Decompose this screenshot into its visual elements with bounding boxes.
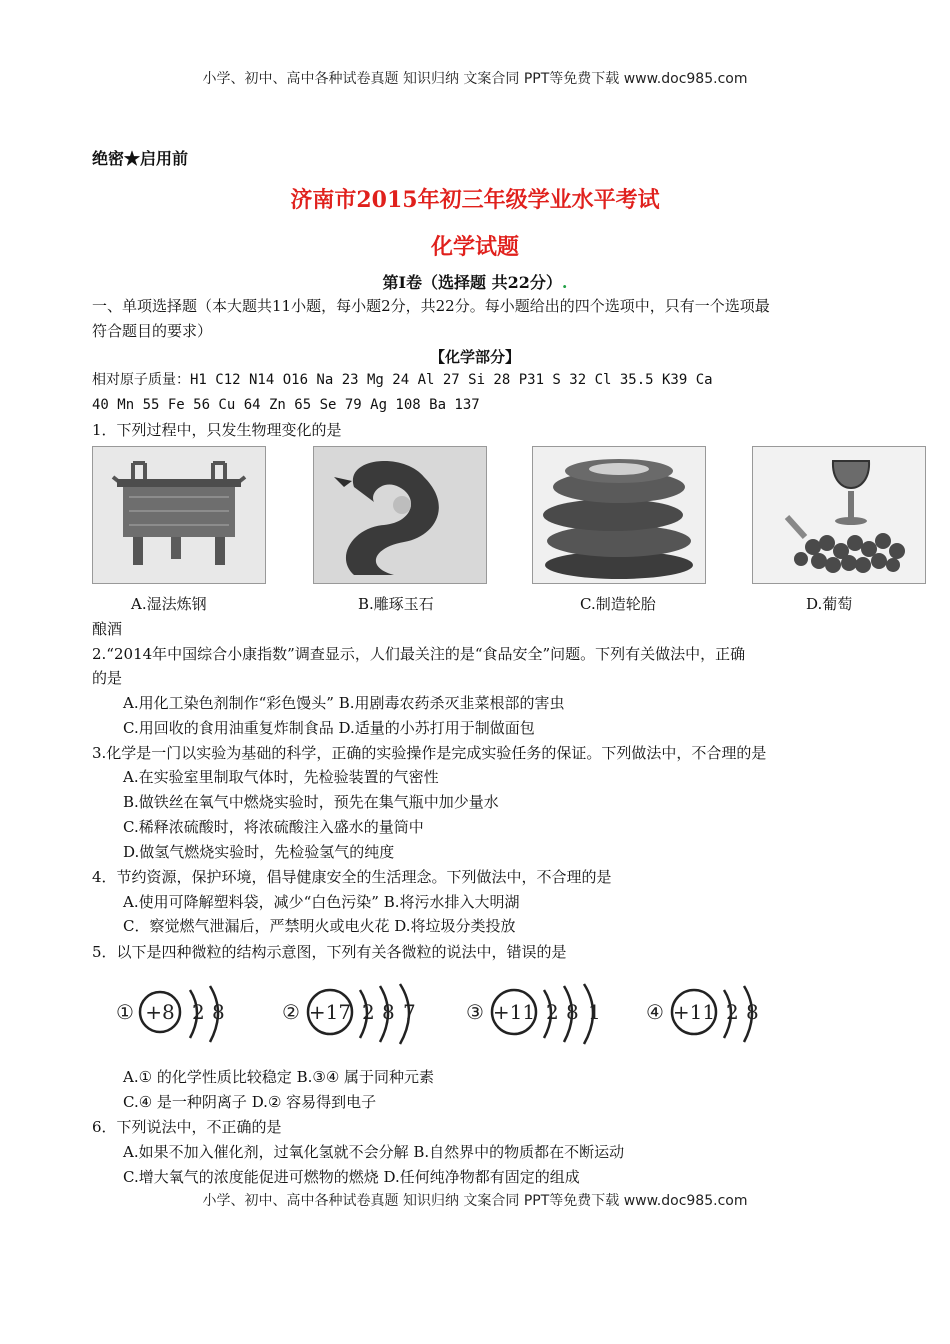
secret-mark: 绝密★启用前 — [92, 149, 189, 168]
q4-options-ab: A.使用可降解塑料袋，减少“白色污染” B.将污水排入大明湖 — [123, 893, 520, 911]
q1-option-d: D.葡萄 — [806, 595, 853, 613]
section-instruction-line2: 符合题目的要求） — [92, 322, 213, 340]
grapes-wine-icon — [752, 446, 926, 584]
q1-stem: 1．下列过程中，只发生物理变化的是 — [92, 421, 342, 439]
q5-stem: 5．以下是四种微粒的结构示意图，下列有关各微粒的说法中，错误的是 — [92, 943, 567, 961]
atom-3-shell-3: 1 — [588, 1000, 601, 1024]
section-instruction-line1: 一、单项选择题（本大题共11小题，每小题2分，共22分。每小题给出的四个选项中，只有一个选项最 — [92, 297, 770, 315]
atom-3-shell-2: 8 — [566, 1000, 579, 1024]
exam-subtitle: 化学试题 — [430, 234, 519, 260]
q6-stem: 6．下列说法中，不正确的是 — [92, 1118, 282, 1136]
atom-4-nucleus: +11 — [672, 1000, 716, 1024]
q3-option-a: A.在实验室里制取气体时，先检验装置的气密性 — [123, 768, 439, 786]
volume-heading — [0, 270, 950, 293]
q3-option-b: B.做铁丝在氧气中燃烧实验时，预先在集气瓶中加少量水 — [123, 793, 499, 811]
q6-options-cd: C.增大氧气的浓度能促进可燃物的燃烧 D.任何纯净物都有固定的组成 — [123, 1168, 580, 1186]
q2-stem-line1: 2.“2014年中国综合小康指数”调查显示，人们最关注的是“食品安全”问题。下列有关做法中，正确 — [92, 645, 746, 663]
atom-diagram-4 — [642, 990, 792, 1054]
q6-options-ab: A.如果不加入催化剂，过氧化氢就不会分解 B.自然界中的物质都在不断运动 — [123, 1143, 625, 1161]
atom-3-label: ③ — [466, 1000, 484, 1024]
tire-stack-icon — [532, 446, 706, 584]
q1-option-a: A.湿法炼钢 — [131, 595, 207, 613]
atom-4-label: ④ — [646, 1000, 664, 1024]
q1-option-d-cont: 酿酒 — [92, 620, 123, 638]
q3-option-c: C.稀释浓硫酸时，将浓硫酸注入盛水的量筒中 — [123, 818, 424, 836]
atomic-mass-line2: 40 Mn 55 Fe 56 Cu 64 Zn 65 Se 79 Ag 108 Ba 137 — [92, 397, 480, 413]
q1-option-b: B.雕琢玉石 — [358, 595, 434, 613]
carved-jade-icon — [313, 446, 487, 584]
q4-stem: 4．节约资源，保护环境，倡导健康安全的生活理念。下列做法中，不合理的是 — [92, 868, 612, 886]
atom-2-shell-3: 7 — [403, 1000, 416, 1024]
atom-1-nucleus: +8 — [145, 1000, 175, 1024]
part-title: 【化学部分】 — [429, 348, 520, 366]
q2-options-cd: C.用回收的食用油重复炸制食品 D.适量的小苏打用于制做面包 — [123, 719, 535, 737]
q1-option-c: C.制造轮胎 — [580, 595, 656, 613]
atomic-mass-line1: 相对原子质量：H1 C12 N14 O16 Na 23 Mg 24 Al 27 Si 28 P31 S 32 Cl 35.5 K39 Ca — [92, 372, 713, 388]
atom-diagram-2 — [278, 990, 438, 1054]
q3-stem: 3.化学是一门以实验为基础的科学，正确的实验操作是完成实验任务的保证。下列做法中，不合理的是 — [92, 744, 767, 762]
volume-heading-text: 第Ⅰ卷（选择题 共22分） — [382, 273, 562, 292]
atom-1-label: ① — [116, 1000, 134, 1024]
q3-option-d: D.做氢气燃烧实验时，先检验氢气的纯度 — [123, 843, 395, 861]
page-header: 小学、初中、高中各种试卷真题 知识归纳 文案合同 PPT等免费下载 www.doc985.com — [202, 71, 748, 87]
atom-3-shell-1: 2 — [546, 1000, 559, 1024]
bronze-ding-icon — [92, 446, 266, 584]
atom-1-shell-2: 8 — [212, 1000, 225, 1024]
exam-title: 济南市2015年初三年级学业水平考试 — [290, 187, 660, 213]
atom-2-shell-1: 2 — [362, 1000, 375, 1024]
q5-options-ab: A.① 的化学性质比较稳定 B.③④ 属于同种元素 — [123, 1068, 435, 1086]
atom-diagram-3 — [462, 990, 622, 1054]
atom-3-nucleus: +11 — [492, 1000, 536, 1024]
atom-diagram-1 — [112, 990, 262, 1054]
atom-2-nucleus: +17 — [308, 1000, 352, 1024]
atom-1-shell-1: 2 — [192, 1000, 205, 1024]
atom-2-shell-2: 8 — [382, 1000, 395, 1024]
atom-2-label: ② — [282, 1000, 300, 1024]
q5-options-cd: C.④ 是一种阴离子 D.② 容易得到电子 — [123, 1093, 377, 1111]
q4-options-cd: C．察觉燃气泄漏后，严禁明火或电火花 D.将垃圾分类投放 — [123, 917, 516, 935]
q2-stem-line2: 的是 — [92, 669, 123, 687]
atom-4-shell-2: 8 — [746, 1000, 759, 1024]
q2-options-ab: A.用化工染色剂制作“彩色馒头” B.用剧毒农药杀灭韭菜根部的害虫 — [123, 694, 565, 712]
atom-4-shell-1: 2 — [726, 1000, 739, 1024]
volume-dot: . — [561, 273, 568, 292]
page-footer: 小学、初中、高中各种试卷真题 知识归纳 文案合同 PPT等免费下载 www.doc985.com — [202, 1193, 748, 1209]
